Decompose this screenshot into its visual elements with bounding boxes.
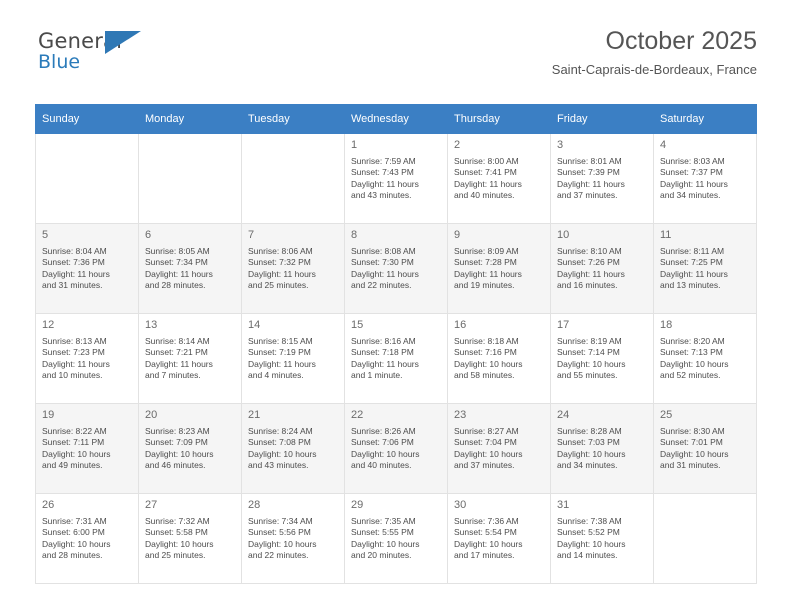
day-cell-content [448, 404, 550, 484]
calendar-day-cell[interactable] [139, 224, 242, 314]
flag-icon [105, 31, 141, 54]
day-cell-content [654, 314, 756, 394]
day-sun-info [351, 516, 441, 562]
day-sun-info [557, 426, 647, 472]
day-cell-content [448, 224, 550, 304]
day-sun-info [557, 246, 647, 292]
day-sun-info [660, 156, 750, 202]
day-info-line: Sunset: 7:03 PM [557, 437, 620, 448]
day-cell-content [345, 134, 447, 214]
calendar-table [35, 104, 757, 584]
day-info-line: Daylight: 11 hours [454, 178, 522, 189]
day-cell-content [345, 404, 447, 484]
day-info-line: Daylight: 10 hours [145, 538, 214, 549]
day-number: 20 [145, 409, 158, 421]
day-cell-content [654, 404, 756, 484]
day-number: 27 [145, 499, 158, 511]
day-sun-info [351, 426, 441, 472]
day-cell-content [139, 134, 241, 214]
day-info-line: Sunset: 7:37 PM [660, 167, 723, 178]
day-sun-info [248, 336, 338, 382]
day-cell-content [139, 224, 241, 304]
calendar-day-cell[interactable] [345, 134, 448, 224]
day-info-line: Sunrise: 7:59 AM [351, 156, 416, 166]
day-number: 7 [248, 229, 255, 241]
calendar-empty-cell [242, 134, 345, 224]
day-cell-content [36, 404, 138, 484]
day-info-line: Sunrise: 8:19 AM [557, 336, 622, 346]
day-info-line: Sunrise: 8:11 AM [660, 246, 725, 256]
calendar-day-cell[interactable] [448, 494, 551, 584]
day-cell-content [551, 134, 653, 214]
day-info-line: Sunrise: 7:31 AM [42, 516, 107, 526]
calendar-day-cell[interactable] [345, 404, 448, 494]
calendar-empty-cell [654, 494, 757, 584]
day-sun-info [145, 336, 235, 382]
day-info-line: Sunset: 7:18 PM [351, 347, 414, 358]
calendar-day-cell[interactable] [345, 224, 448, 314]
day-number: 12 [42, 319, 55, 331]
day-info-line: Sunset: 7:09 PM [145, 437, 208, 448]
day-info-line: and 58 minutes. [454, 370, 515, 381]
day-info-line: Sunset: 7:25 PM [660, 257, 723, 268]
day-number: 19 [42, 409, 55, 421]
day-info-line: and 25 minutes. [248, 280, 309, 291]
day-sun-info [42, 516, 132, 562]
day-info-line: Sunrise: 8:27 AM [454, 426, 519, 436]
day-info-line: Daylight: 11 hours [557, 178, 625, 189]
day-cell-content [36, 134, 138, 214]
day-info-line: Daylight: 11 hours [42, 358, 110, 369]
day-info-line: Daylight: 10 hours [557, 448, 626, 459]
day-cell-content [448, 134, 550, 214]
day-info-line: and 49 minutes. [42, 460, 103, 471]
day-info-line: Sunset: 7:39 PM [557, 167, 620, 178]
day-info-line: Daylight: 11 hours [660, 268, 728, 279]
day-info-line: Daylight: 10 hours [351, 448, 420, 459]
calendar-day-cell[interactable] [139, 314, 242, 404]
weekday-header-wednesday: Wednesday [345, 105, 448, 134]
calendar-day-cell[interactable] [448, 404, 551, 494]
calendar-day-cell[interactable] [139, 404, 242, 494]
day-number: 25 [660, 409, 673, 421]
day-info-line: and 34 minutes. [660, 190, 721, 201]
day-number: 5 [42, 229, 49, 241]
day-cell-content [242, 404, 344, 484]
day-sun-info [660, 336, 750, 382]
day-sun-info [660, 426, 750, 472]
day-info-line: and 37 minutes. [454, 460, 515, 471]
day-info-line: Sunrise: 8:08 AM [351, 246, 416, 256]
day-sun-info [351, 336, 441, 382]
day-number: 31 [557, 499, 570, 511]
day-info-line: Sunrise: 8:01 AM [557, 156, 622, 166]
location-label: Saint-Caprais-de-Bordeaux, France [551, 62, 757, 77]
day-info-line: Sunrise: 8:14 AM [145, 336, 210, 346]
calendar-day-cell[interactable] [448, 224, 551, 314]
day-sun-info [557, 156, 647, 202]
day-info-line: Sunrise: 8:24 AM [248, 426, 313, 436]
calendar-day-cell[interactable] [36, 404, 139, 494]
calendar-day-cell[interactable] [139, 494, 242, 584]
day-info-line: Sunset: 7:16 PM [454, 347, 517, 358]
logo-text-general: General [38, 29, 123, 53]
weekday-header-saturday: Saturday [654, 105, 757, 134]
day-cell-content [139, 494, 241, 574]
day-cell-content [345, 494, 447, 574]
day-number: 4 [660, 139, 667, 151]
day-sun-info [42, 336, 132, 382]
day-number: 18 [660, 319, 673, 331]
calendar-day-cell[interactable] [242, 314, 345, 404]
day-cell-content [551, 494, 653, 574]
calendar-day-cell[interactable] [242, 404, 345, 494]
day-info-line: Sunrise: 7:34 AM [248, 516, 313, 526]
day-info-line: and 20 minutes. [351, 550, 412, 561]
day-sun-info [660, 246, 750, 292]
day-info-line: Sunrise: 8:23 AM [145, 426, 210, 436]
day-info-line: Daylight: 11 hours [145, 268, 213, 279]
day-number: 29 [351, 499, 364, 511]
day-info-line: Sunset: 7:23 PM [42, 347, 105, 358]
day-cell-content [448, 494, 550, 574]
day-sun-info [454, 336, 544, 382]
day-info-line: Daylight: 10 hours [454, 448, 523, 459]
day-sun-info [454, 246, 544, 292]
day-info-line: Daylight: 11 hours [248, 268, 316, 279]
day-info-line: Daylight: 10 hours [660, 358, 729, 369]
day-info-line: and 4 minutes. [248, 370, 304, 381]
day-info-line: Sunset: 5:55 PM [351, 527, 414, 538]
day-number: 16 [454, 319, 467, 331]
calendar-day-cell[interactable] [242, 494, 345, 584]
title-block [552, 26, 757, 80]
day-cell-content [242, 224, 344, 304]
page-title: October 2025 [605, 27, 757, 55]
day-info-line: and 31 minutes. [42, 280, 103, 291]
day-number: 13 [145, 319, 158, 331]
day-info-line: Sunrise: 8:22 AM [42, 426, 107, 436]
day-info-line: Sunrise: 8:10 AM [557, 246, 622, 256]
day-info-line: Sunrise: 8:06 AM [248, 246, 313, 256]
day-info-line: Sunrise: 8:03 AM [660, 156, 725, 166]
day-sun-info [145, 246, 235, 292]
day-cell-content [36, 494, 138, 574]
day-info-line: Daylight: 11 hours [145, 358, 213, 369]
calendar-week-row [36, 134, 757, 224]
day-info-line: Sunrise: 8:30 AM [660, 426, 725, 436]
day-number: 1 [351, 139, 358, 151]
day-info-line: Sunset: 7:30 PM [351, 257, 414, 268]
page-header [35, 0, 757, 77]
day-number: 6 [145, 229, 152, 241]
day-info-line: and 37 minutes. [557, 190, 618, 201]
day-info-line: Sunset: 7:06 PM [351, 437, 414, 448]
calendar-empty-cell [36, 134, 139, 224]
day-info-line: Daylight: 11 hours [248, 358, 316, 369]
day-cell-content [139, 404, 241, 484]
day-info-line: and 52 minutes. [660, 370, 721, 381]
day-info-line: and 19 minutes. [454, 280, 515, 291]
day-info-line: Sunset: 7:08 PM [248, 437, 311, 448]
day-cell-content [448, 314, 550, 394]
calendar-day-cell[interactable] [345, 494, 448, 584]
day-info-line: Sunrise: 8:20 AM [660, 336, 725, 346]
day-sun-info [145, 426, 235, 472]
day-info-line: and 13 minutes. [660, 280, 721, 291]
calendar-day-cell[interactable] [242, 224, 345, 314]
day-cell-content [551, 224, 653, 304]
day-info-line: and 31 minutes. [660, 460, 721, 471]
calendar-day-cell[interactable] [448, 314, 551, 404]
day-info-line: Sunset: 7:34 PM [145, 257, 208, 268]
day-sun-info [454, 516, 544, 562]
day-info-line: Sunset: 7:14 PM [557, 347, 620, 358]
calendar-day-cell[interactable] [551, 314, 654, 404]
day-info-line: and 25 minutes. [145, 550, 206, 561]
day-info-line: Daylight: 10 hours [42, 538, 111, 549]
day-sun-info [42, 246, 132, 292]
calendar-day-cell[interactable] [551, 404, 654, 494]
day-number: 21 [248, 409, 261, 421]
day-cell-content [654, 134, 756, 214]
calendar-week-row [36, 314, 757, 404]
day-info-line: and 17 minutes. [454, 550, 515, 561]
day-info-line: Daylight: 10 hours [557, 538, 626, 549]
day-cell-content [345, 314, 447, 394]
day-number: 26 [42, 499, 55, 511]
calendar-week-row [36, 494, 757, 584]
day-sun-info [248, 426, 338, 472]
day-info-line: Daylight: 10 hours [248, 448, 317, 459]
calendar-day-cell[interactable] [654, 404, 757, 494]
day-cell-content [242, 314, 344, 394]
day-info-line: Sunset: 7:43 PM [351, 167, 414, 178]
day-info-line: and 43 minutes. [351, 190, 412, 201]
day-info-line: Sunset: 7:28 PM [454, 257, 517, 268]
day-info-line: and 40 minutes. [454, 190, 515, 201]
day-info-line: Sunset: 7:11 PM [42, 437, 105, 448]
day-info-line: Daylight: 11 hours [42, 268, 110, 279]
day-info-line: Daylight: 11 hours [351, 268, 419, 279]
day-info-line: Sunset: 7:04 PM [454, 437, 517, 448]
day-info-line: Sunset: 7:21 PM [145, 347, 208, 358]
calendar-body [36, 134, 757, 584]
day-info-line: Sunrise: 8:04 AM [42, 246, 107, 256]
day-cell-content [551, 314, 653, 394]
day-info-line: and 40 minutes. [351, 460, 412, 471]
weekday-header-friday: Friday [551, 105, 654, 134]
day-sun-info [557, 336, 647, 382]
day-sun-info [557, 516, 647, 562]
day-info-line: and 22 minutes. [248, 550, 309, 561]
calendar-day-cell[interactable] [551, 134, 654, 224]
calendar-day-cell[interactable] [345, 314, 448, 404]
calendar-day-cell[interactable] [448, 134, 551, 224]
calendar-day-cell[interactable] [36, 224, 139, 314]
day-number: 11 [660, 229, 672, 241]
day-sun-info [454, 426, 544, 472]
day-number: 2 [454, 139, 461, 151]
day-info-line: Sunrise: 7:35 AM [351, 516, 416, 526]
day-cell-content [242, 134, 344, 214]
day-info-line: Sunrise: 8:18 AM [454, 336, 519, 346]
day-info-line: Sunrise: 8:13 AM [42, 336, 107, 346]
logo-text-blue: Blue [38, 51, 81, 73]
day-info-line: Sunrise: 8:05 AM [145, 246, 210, 256]
day-info-line: and 34 minutes. [557, 460, 618, 471]
weekday-header-sunday: Sunday [36, 105, 139, 134]
day-cell-content [654, 224, 756, 304]
day-info-line: Daylight: 10 hours [454, 358, 523, 369]
calendar-day-cell[interactable] [36, 494, 139, 584]
day-info-line: Sunrise: 8:15 AM [248, 336, 313, 346]
day-sun-info [145, 516, 235, 562]
day-cell-content [654, 494, 756, 574]
day-info-line: and 28 minutes. [42, 550, 103, 561]
logo [38, 30, 158, 78]
day-info-line: Daylight: 11 hours [351, 178, 419, 189]
day-info-line: and 14 minutes. [557, 550, 618, 561]
day-cell-content [139, 314, 241, 394]
day-info-line: Daylight: 10 hours [557, 358, 626, 369]
weekday-header-tuesday: Tuesday [242, 105, 345, 134]
day-info-line: Sunset: 5:58 PM [145, 527, 208, 538]
day-number: 15 [351, 319, 364, 331]
calendar-week-row [36, 404, 757, 494]
day-sun-info [454, 156, 544, 202]
day-sun-info [351, 156, 441, 202]
day-number: 8 [351, 229, 358, 241]
day-info-line: and 22 minutes. [351, 280, 412, 291]
calendar-day-cell[interactable] [551, 494, 654, 584]
weekday-header-monday: Monday [139, 105, 242, 134]
day-info-line: Daylight: 11 hours [660, 178, 728, 189]
day-cell-content [345, 224, 447, 304]
day-info-line: Sunset: 6:00 PM [42, 527, 105, 538]
day-sun-info [42, 426, 132, 472]
day-info-line: and 28 minutes. [145, 280, 206, 291]
day-number: 17 [557, 319, 570, 331]
day-info-line: Sunset: 7:36 PM [42, 257, 105, 268]
day-info-line: Sunrise: 8:09 AM [454, 246, 519, 256]
calendar-day-cell[interactable] [654, 224, 757, 314]
day-sun-info [248, 516, 338, 562]
day-info-line: and 16 minutes. [557, 280, 618, 291]
day-info-line: Daylight: 11 hours [351, 358, 419, 369]
calendar-day-cell[interactable] [654, 134, 757, 224]
day-info-line: Daylight: 11 hours [454, 268, 522, 279]
calendar-week-row [36, 224, 757, 314]
day-info-line: Daylight: 10 hours [248, 538, 317, 549]
day-info-line: Sunrise: 8:00 AM [454, 156, 519, 166]
day-cell-content [36, 314, 138, 394]
day-info-line: Daylight: 10 hours [660, 448, 729, 459]
day-info-line: Sunset: 5:52 PM [557, 527, 620, 538]
day-info-line: Daylight: 10 hours [454, 538, 523, 549]
weekday-header-row [36, 105, 757, 134]
day-info-line: Sunrise: 7:36 AM [454, 516, 519, 526]
day-info-line: Sunset: 7:13 PM [660, 347, 723, 358]
day-sun-info [351, 246, 441, 292]
calendar-empty-cell [139, 134, 242, 224]
day-info-line: Sunset: 7:19 PM [248, 347, 311, 358]
day-info-line: Daylight: 10 hours [145, 448, 214, 459]
calendar-day-cell[interactable] [36, 314, 139, 404]
day-info-line: Daylight: 11 hours [557, 268, 625, 279]
day-cell-content [551, 404, 653, 484]
day-info-line: and 1 minute. [351, 370, 403, 381]
day-number: 3 [557, 139, 564, 151]
day-cell-content [36, 224, 138, 304]
day-number: 30 [454, 499, 467, 511]
day-number: 14 [248, 319, 261, 331]
day-info-line: Sunrise: 8:26 AM [351, 426, 416, 436]
day-info-line: and 46 minutes. [145, 460, 206, 471]
day-info-line: Daylight: 10 hours [42, 448, 111, 459]
day-info-line: and 43 minutes. [248, 460, 309, 471]
day-number: 23 [454, 409, 467, 421]
day-info-line: Sunrise: 7:32 AM [145, 516, 210, 526]
day-number: 10 [557, 229, 570, 241]
day-info-line: Sunset: 7:26 PM [557, 257, 620, 268]
day-info-line: Sunrise: 8:28 AM [557, 426, 622, 436]
day-info-line: Sunset: 7:32 PM [248, 257, 311, 268]
day-info-line: Sunset: 7:01 PM [660, 437, 723, 448]
day-number: 24 [557, 409, 570, 421]
day-number: 9 [454, 229, 461, 241]
day-number: 28 [248, 499, 261, 511]
day-info-line: and 7 minutes. [145, 370, 201, 381]
day-info-line: and 55 minutes. [557, 370, 618, 381]
day-number: 22 [351, 409, 364, 421]
day-info-line: Sunrise: 7:38 AM [557, 516, 622, 526]
calendar-day-cell[interactable] [654, 314, 757, 404]
day-cell-content [242, 494, 344, 574]
day-info-line: and 10 minutes. [42, 370, 103, 381]
day-info-line: Sunset: 5:54 PM [454, 527, 517, 538]
day-info-line: Sunset: 7:41 PM [454, 167, 517, 178]
day-info-line: Sunset: 5:56 PM [248, 527, 311, 538]
day-sun-info [248, 246, 338, 292]
day-info-line: Sunrise: 8:16 AM [351, 336, 416, 346]
day-info-line: Daylight: 10 hours [351, 538, 420, 549]
weekday-header-thursday: Thursday [448, 105, 551, 134]
calendar-day-cell[interactable] [551, 224, 654, 314]
